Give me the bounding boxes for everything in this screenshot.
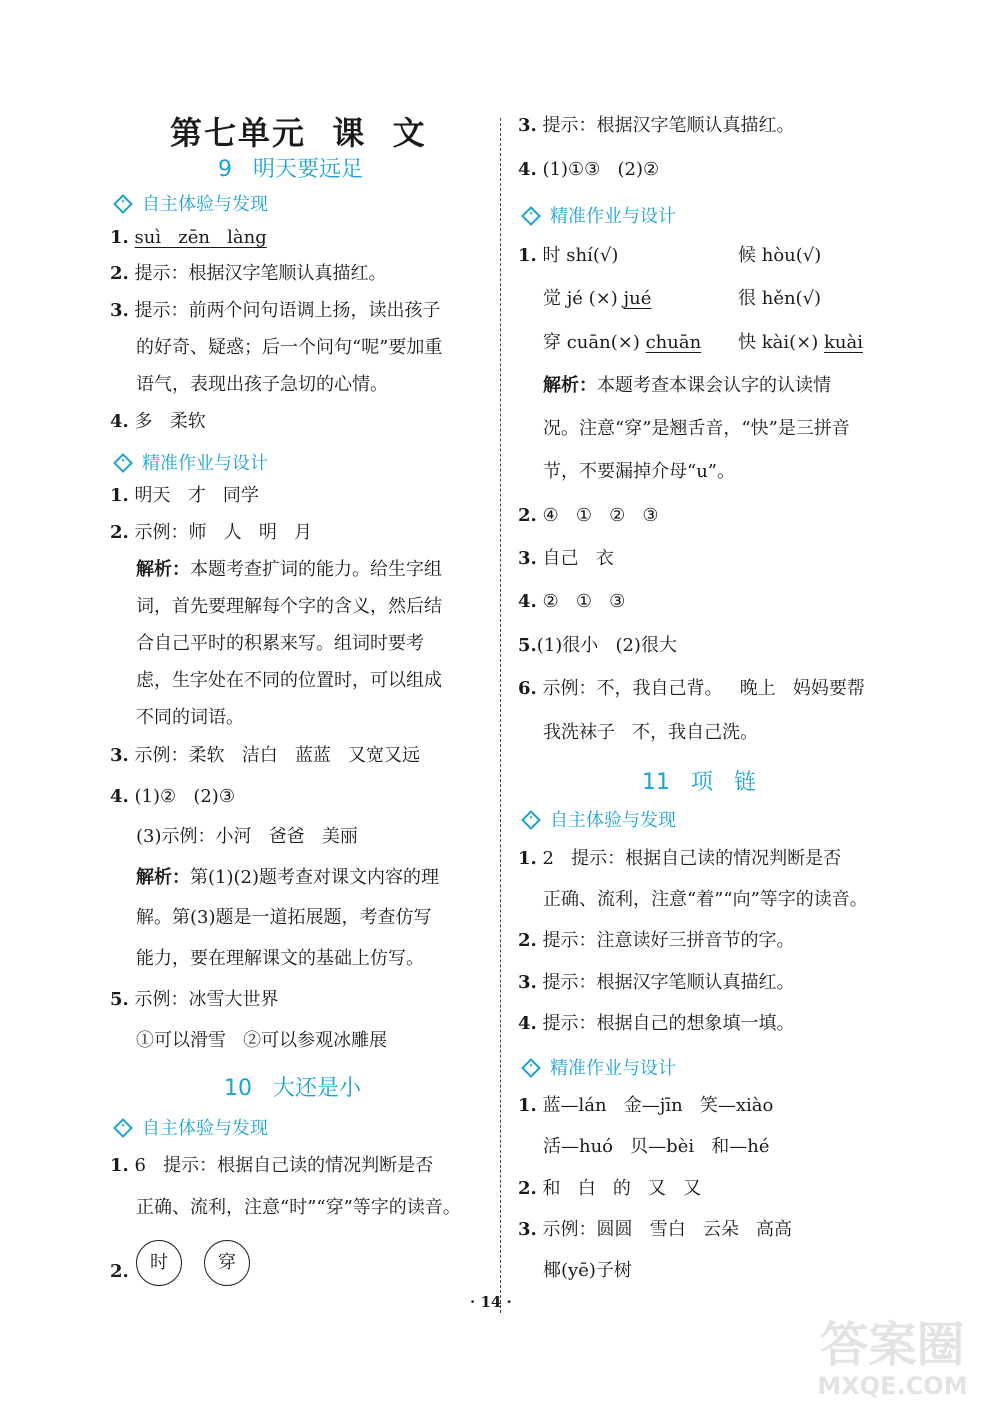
answer-line: 2. 提示：根据汉字笔顺认真描红。: [110, 263, 387, 284]
answer-line: 的好奇、疑惑；后一个问句“呢”要加重: [136, 337, 443, 358]
answer-line: 1. 时 shí(√): [518, 245, 619, 266]
analysis-line: 解析：第(1)(2)题考查对课文内容的理: [136, 867, 439, 888]
section-heading: 精准作业与设计: [520, 1054, 676, 1080]
analysis-line: 解析：本题考查扩词的能力。给生字组: [136, 559, 442, 580]
answer-line: 2. 示例：师 人 明 月: [110, 522, 313, 543]
answer-line: 3. 示例：圆圆 雪白 云朵 高高: [518, 1219, 793, 1240]
section-heading: 自主体验与发现: [112, 190, 268, 216]
answer-line: 4. 多 柔软: [110, 411, 206, 432]
column-divider: [500, 118, 501, 1313]
answer-line: 4. 提示：根据自己的想象填一填。: [518, 1013, 795, 1034]
answer-line: 2. 和 白 的 又 又: [518, 1178, 702, 1199]
answer-line: 1. 明天 才 同学: [110, 485, 259, 506]
page-number: · 14 ·: [470, 1293, 512, 1311]
answer-line: 正确、流利，注意“时”“穿”等字的读音。: [136, 1197, 461, 1218]
lesson-9-title: 9 明天要远足: [218, 157, 363, 182]
answer-line: 2.: [110, 1261, 129, 1282]
answer-line: 语气，表现出孩子急切的心情。: [136, 374, 388, 395]
analysis-line: 解。第(3)题是一道拓展题，考查仿写: [136, 907, 432, 928]
analysis-line: 虑，生字处在不同的位置时，可以组成: [136, 670, 442, 691]
analysis-line: 况。注意“穿”是翘舌音，“快”是三拼音: [543, 418, 850, 439]
lesson-11-title: 11 项 链: [642, 770, 756, 795]
diamond-icon: [521, 1058, 541, 1078]
answer-line: 4. ② ① ③: [518, 591, 626, 612]
analysis-line: 词，首先要理解每个字的含义，然后结: [136, 596, 442, 617]
answer-line: 活—huó 贝—bèi 和—hé: [543, 1136, 770, 1157]
answer-line: 2. ④ ① ② ③: [518, 505, 659, 526]
circled-character: 时: [136, 1240, 182, 1286]
section-heading: 自主体验与发现: [112, 1114, 268, 1140]
diamond-icon: [113, 194, 133, 214]
answer-line: 5.(1)很小 (2)很大: [518, 635, 677, 656]
analysis-line: 节，不要漏掉介母“u”。: [543, 461, 735, 482]
answer-line: 1. suì zēn làng: [110, 227, 267, 248]
answer-line: 4. (1)①③ (2)②: [518, 159, 660, 180]
answer-line: 6. 示例：不，我自己背。 晚上 妈妈要帮: [518, 678, 865, 699]
answer-line: 椰(yē)子树: [543, 1260, 632, 1281]
section-heading: 精准作业与设计: [112, 449, 268, 475]
answer-line: 觉 jé (×) jué: [543, 288, 652, 309]
answer-line: 1. 2 提示：根据自己读的情况判断是否: [518, 848, 842, 869]
diamond-icon: [113, 1118, 133, 1138]
diamond-icon: [521, 810, 541, 830]
answer-line: 候 hòu(√): [738, 245, 822, 266]
answer-line: 我洗袜子 不，我自己洗。: [543, 722, 759, 743]
answer-line: 2. 提示：注意读好三拼音节的字。: [518, 930, 795, 951]
answer-line: 1. 蓝—lán 金—jīn 笑—xiào: [518, 1095, 774, 1116]
answer-line: 1. 6 提示：根据自己读的情况判断是否: [110, 1155, 434, 1176]
analysis-line: 合自己平时的积累来写。组词时要考: [136, 633, 424, 654]
answer-line: 4. (1)② (2)③: [110, 786, 235, 807]
watermark-logo: 答案圈 MXQE.COM: [817, 1317, 968, 1400]
answer-line: 3. 提示：根据汉字笔顺认真描红。: [518, 115, 795, 136]
diamond-icon: [521, 206, 541, 226]
answer-line: 3. 提示：根据汉字笔顺认真描红。: [518, 972, 795, 993]
analysis-line: 能力，要在理解课文的基础上仿写。: [136, 948, 424, 969]
answer-line: 3. 示例：柔软 洁白 蓝蓝 又宽又远: [110, 745, 421, 766]
lesson-10-title: 10 大还是小: [224, 1076, 361, 1101]
answer-line: 穿 cuān(×) chuān: [543, 332, 702, 353]
answer-line: 3. 自己 衣: [518, 548, 614, 569]
answer-line: 正确、流利，注意“着”“向”等字的读音。: [543, 889, 868, 910]
answer-line: 很 hěn(√): [738, 288, 822, 309]
analysis-line: 解析：本题考查本课会认字的认读情: [543, 375, 831, 396]
analysis-line: 不同的词语。: [136, 707, 244, 728]
answer-line: 快 kài(×) kuài: [738, 332, 863, 353]
diamond-icon: [113, 453, 133, 473]
answer-line: ①可以滑雪 ②可以参观冰雕展: [136, 1030, 388, 1051]
answer-line: 5. 示例：冰雪大世界: [110, 989, 279, 1010]
answer-line: (3)示例：小河 爸爸 美丽: [136, 826, 358, 847]
section-heading: 精准作业与设计: [520, 202, 676, 228]
answer-line: 3. 提示：前两个问句语调上扬，读出孩子: [110, 300, 441, 321]
section-heading: 自主体验与发现: [520, 806, 676, 832]
unit-title: 第七单元 课 文: [170, 114, 427, 152]
circled-character: 穿: [204, 1240, 250, 1286]
